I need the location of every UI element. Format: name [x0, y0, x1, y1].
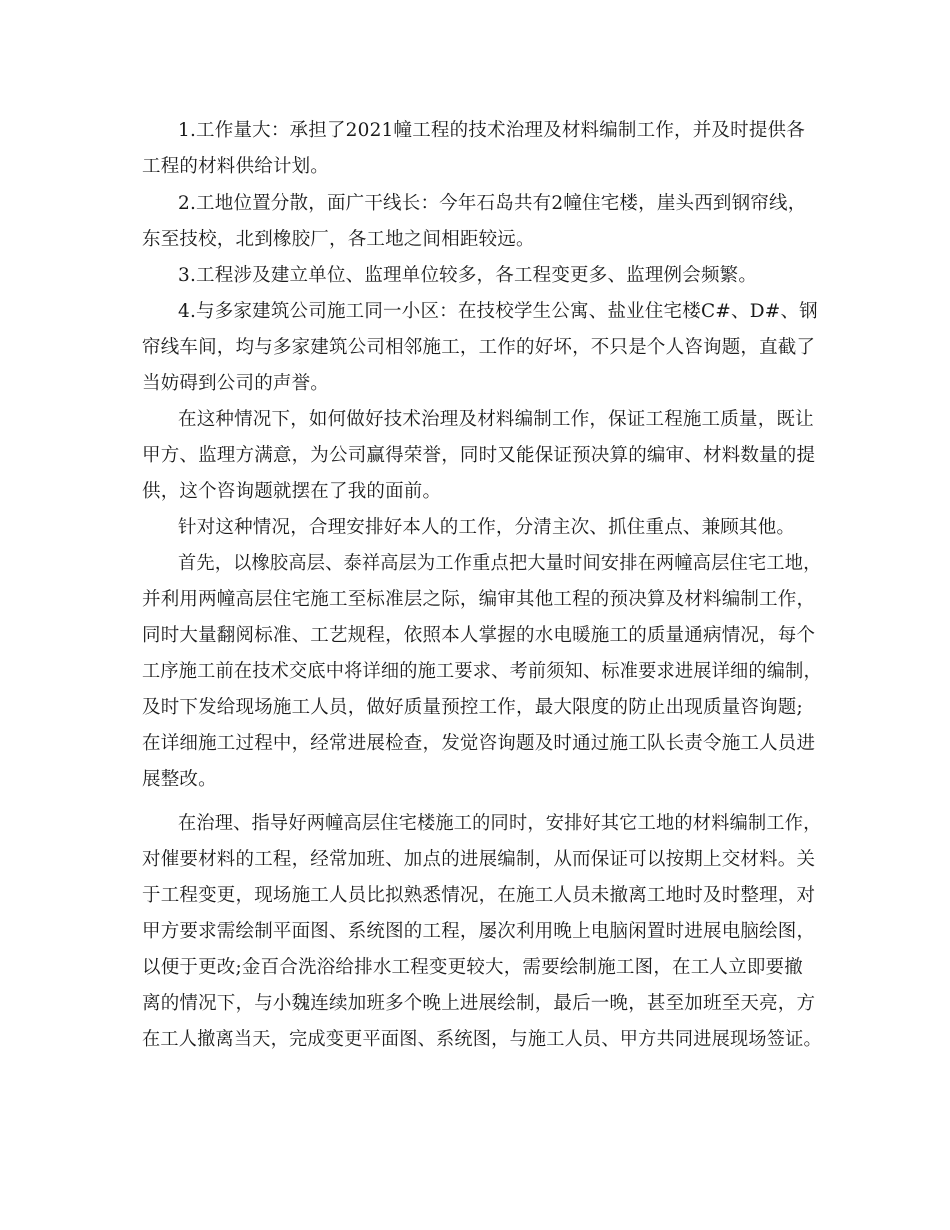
text-line: 并利用两幢高层住宅施工至标准层之际，编审其他工程的预决算及材料编制工作， — [142, 589, 816, 610]
text-line: 在详细施工过程中，经常进展检查，发觉咨询题及时通过施工队长责令施工人员进 — [142, 733, 816, 754]
text-line: 甲方要求需绘制平面图、系统图的工程，屡次利用晚上电脑闲置时进展电脑绘图， — [142, 921, 816, 942]
text-line: 帘线车间，均与多家建筑公司相邻施工，工作的好坏，不只是个人咨询题，直截了 — [142, 337, 816, 358]
text-line: 离的情况下，与小魏连续加班多个晚上进展绘制，最后一晚，甚至加班至天亮，方 — [142, 993, 816, 1014]
text-line: 对催要材料的工程，经常加班、加点的进展编制，从而保证可以按期上交材料。关 — [142, 849, 816, 870]
text-line: 于工程变更，现场施工人员比拟熟悉情况，在施工人员未撤离工地时及时整理，对 — [142, 885, 816, 906]
text-line: 以便于更改;金百合洗浴给排水工程变更较大，需要绘制施工图，在工人立即要撤 — [142, 957, 803, 978]
text-line: 1.工作量大：承担了2021幢工程的技术治理及材料编制工作，并及时提供各 — [178, 120, 805, 141]
text-line: 首先，以橡胶高层、泰祥高层为工作重点把大量时间安排在两幢高层住宅工地， — [178, 553, 822, 574]
text-line: 甲方、监理方满意，为公司赢得荣誉，同时又能保证预决算的编审、材料数量的提 — [142, 445, 816, 466]
text-line: 在这种情况下，如何做好技术治理及材料编制工作，保证工程施工质量，既让 — [178, 409, 814, 430]
text-line: 工序施工前在技术交底中将详细的施工要求、考前须知、标准要求进展详细的编制， — [142, 661, 822, 682]
text-line: 东至技校，北到橡胶厂，各工地之间相距较远。 — [142, 229, 535, 250]
text-line: 4.与多家建筑公司施工同一小区：在技校学生公寓、盐业住宅楼C#、D#、钢 — [178, 301, 818, 322]
text-line: 2.工地位置分散，面广干线长：今年石岛共有2幢住宅楼，崖头西到钢帘线， — [178, 193, 807, 214]
text-line: 展整改。 — [142, 769, 217, 790]
text-line: 及时下发给现场施工人员，做好质量预控工作，最大限度的防止出现质量咨询题; — [142, 697, 803, 718]
text-line: 3.工程涉及建立单位、监理单位较多，各工程变更多、监理例会频繁。 — [178, 265, 758, 286]
text-line: 供，这个咨询题就摆在了我的面前。 — [142, 481, 442, 502]
text-line: 工程的材料供给计划。 — [142, 156, 330, 177]
text-line: 在治理、指导好两幢高层住宅楼施工的同时，安排好其它工地的材料编制工作， — [178, 813, 822, 834]
text-line: 针对这种情况，合理安排好本人的工作，分清主次、抓住重点、兼顾其他。 — [178, 517, 796, 538]
text-line: 在工人撤离当天，完成变更平面图、系统图，与施工人员、甲方共同进展现场签证。 — [142, 1029, 822, 1050]
text-line: 当妨碍到公司的声誉。 — [142, 373, 330, 394]
text-line: 同时大量翻阅标准、工艺规程，依照本人掌握的水电暖施工的质量通病情况，每个 — [142, 625, 816, 646]
